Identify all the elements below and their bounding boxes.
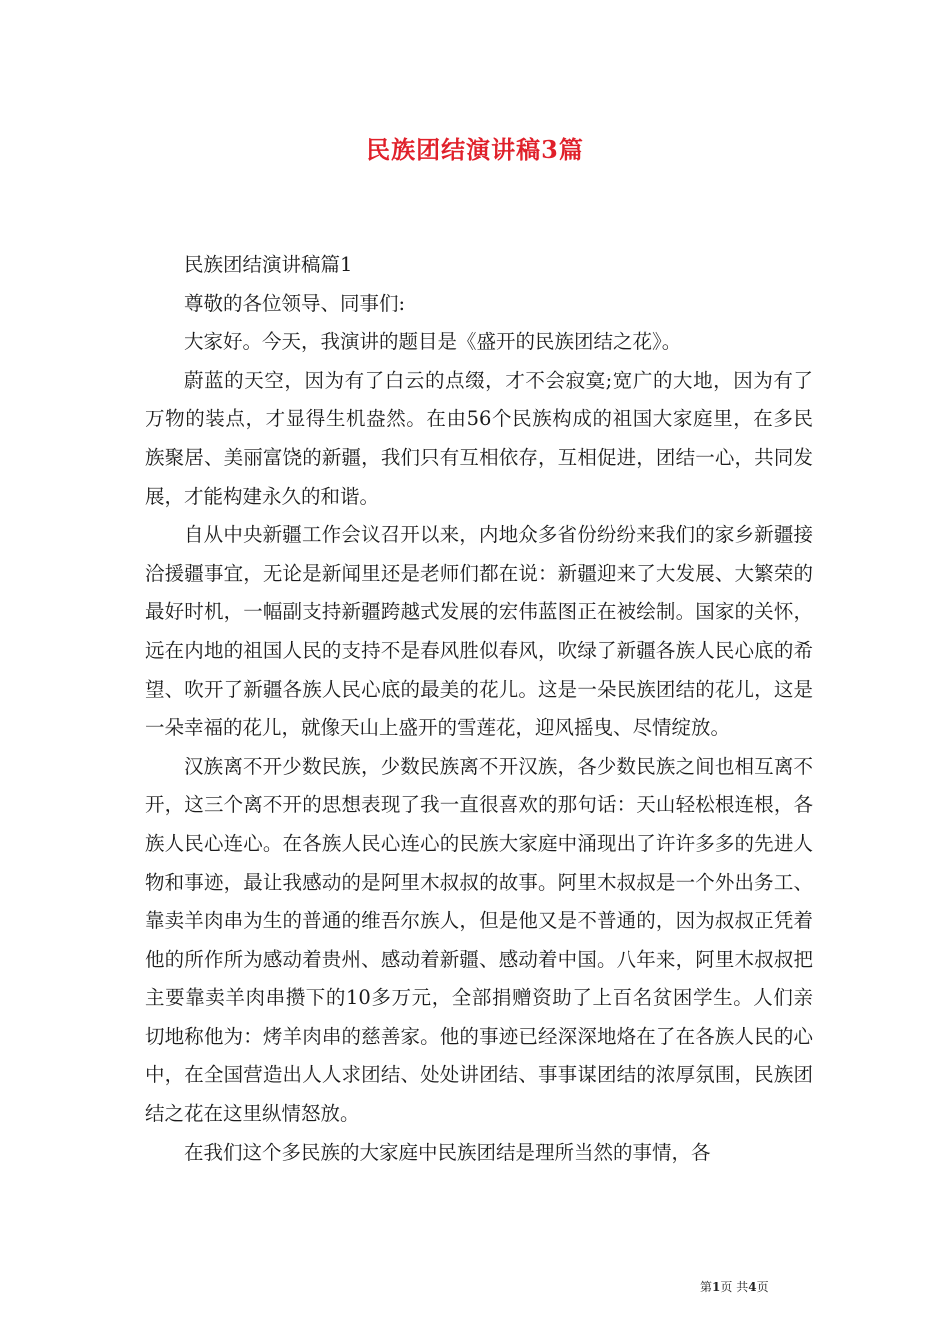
paragraph: 蔚蓝的天空，因为有了白云的点缀，才不会寂寞;宽广的大地，因为有了万物的装点，才显得生机盎然。在由56个民族构成的祖国大家庭里，在多民族聚居、美丽富饶的新疆，我们只有互相依存，互相促进，团结一心，共同发展，才能构建永久的和谐。 [145, 368, 813, 508]
salutation: 尊敬的各位领导、同事们: [184, 291, 406, 315]
footer-suffix: 页 [756, 1280, 769, 1294]
paragraph: 在我们这个多民族的大家庭中民族团结是理所当然的事情，各 [184, 1140, 711, 1164]
total-pages-number: 4 [748, 1280, 757, 1294]
paragraph: 汉族离不开少数民族，少数民族离不开汉族，各少数民族之间也相互离不开，这三个离不开的思想表现了我一直很喜欢的那句话：天山轻松根连根，各族人民心连心。在各族人民心连心的民族大家庭中涌现出了许许多多的先进人物和事迹，最让我感动的是阿里木叔叔的故事。阿里木叔叔是一个外出务工、靠卖羊肉串为生的普通的维吾尔族人，但是他又是不普通的，因为叔叔正凭着他的所作所为感动着贵州、感动着新疆、感动着中国。八年来，阿里木叔叔把主要靠卖羊肉串攒下的10多万元，全部捐赠资助了上百名贫困学生。人们亲切地称他为：烤羊肉串的慈善家。他的事迹已经深深地烙在了在各族人民的心中，在全国营造出人人求团结、处处讲团结、事事谋团结的浓厚氛围，民族团结之花在这里纵情怒放。 [145, 754, 813, 1126]
current-page-number: 1 [712, 1280, 721, 1294]
paragraph-greeting: 大家好。今天，我演讲的题目是《盛开的民族团结之花》。 [184, 330, 682, 354]
page-number-footer [700, 1278, 820, 1295]
paragraph: 自从中央新疆工作会议召开以来，内地众多省份纷纷来我们的家乡新疆接洽援疆事宜，无论是新闻里还是老师们都在说：新疆迎来了大发展、大繁荣的最好时机，一幅副支持新疆跨越式发展的宏伟蓝图正在被绘制。国家的关怀，远在内地的祖国人民的支持不是春风胜似春风，吹绿了新疆各族人民心底的希望、吹开了新疆各族人民心底的最美的花儿。这是一朵民族团结的花儿，这是一朵幸福的花儿，就像天山上盛开的雪莲花，迎风摇曳、尽情绽放。 [145, 523, 813, 740]
document-body [145, 246, 813, 1172]
document-title: 民族团结演讲稿3篇 [366, 135, 584, 164]
section-heading: 民族团结演讲稿篇1 [184, 253, 353, 276]
footer-prefix: 第 [700, 1280, 713, 1294]
footer-middle: 页 共 [720, 1280, 749, 1294]
